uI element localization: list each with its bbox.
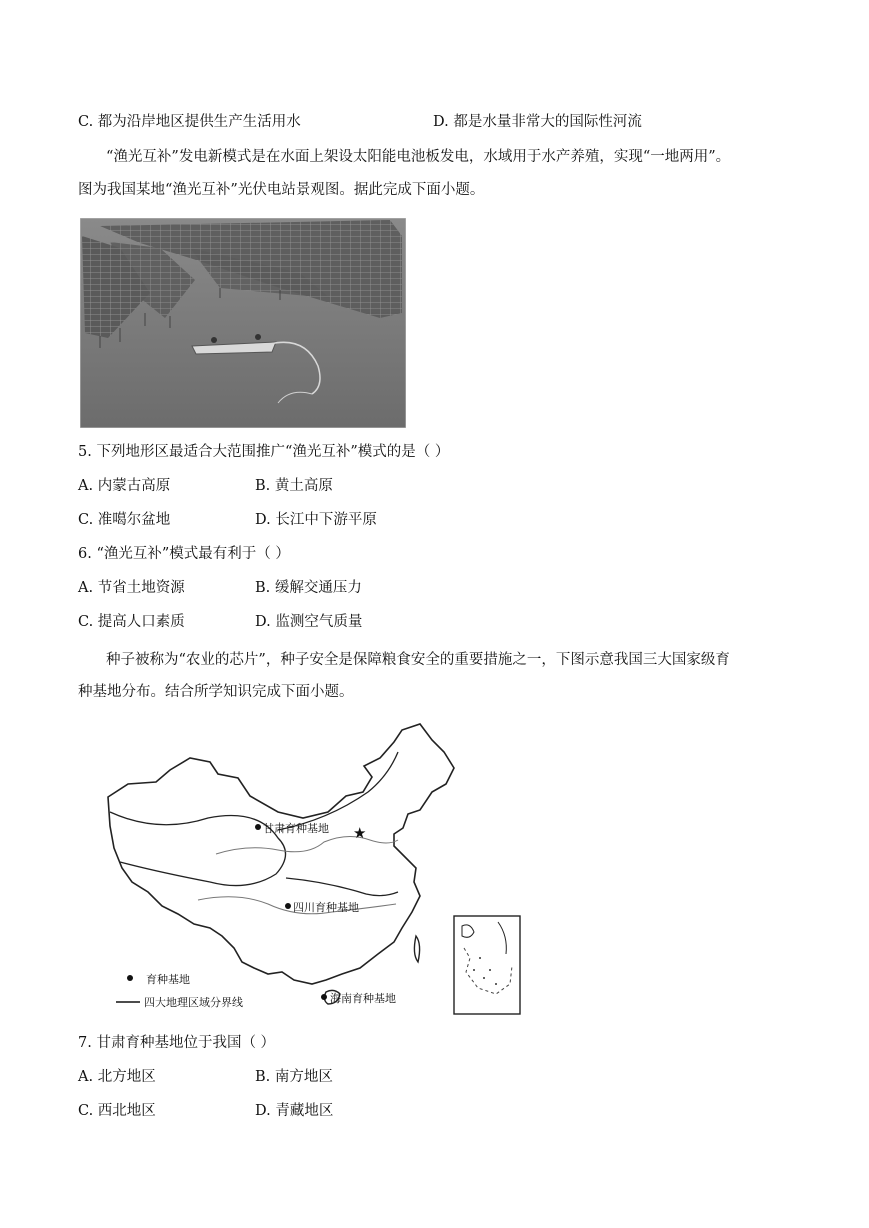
legend-boundary-label: 四大地理区域分界线 <box>144 996 243 1009</box>
boundary-northwest <box>110 812 286 886</box>
hainan-base-marker <box>321 994 327 1000</box>
q6-option-b: B. 缓解交通压力 <box>255 580 362 596</box>
q6-option-d: D. 监测空气质量 <box>255 614 363 630</box>
passage2-line2: 种基地分布。结合所学知识完成下面小题。 <box>78 684 354 700</box>
q4-option-d: D. 都是水量非常大的国际性河流 <box>433 114 642 130</box>
south-china-sea-inset <box>454 916 520 1014</box>
legend-base-marker <box>127 975 133 981</box>
boundary-south <box>286 878 398 896</box>
boundary-north <box>278 752 398 830</box>
q5-stem: 5. 下列地形区最适合大范围推广“渔光互补”模式的是（ ） <box>78 444 450 460</box>
q6-stem: 6. “渔光互补”模式最有利于（ ） <box>78 546 290 562</box>
q7-option-c: C. 西北地区 <box>78 1103 156 1119</box>
passage2-line1: 种子被称为“农业的芯片”，种子安全是保障粮食安全的重要措施之一，下图示意我国三大国家级育 <box>106 652 730 668</box>
china-breeding-base-map <box>98 722 564 1024</box>
q7-option-b: B. 南方地区 <box>255 1069 333 1085</box>
china-outline <box>108 724 454 984</box>
capital-star-icon: ★ <box>353 824 367 842</box>
taiwan-island <box>414 936 419 962</box>
fishery-solar-photo <box>80 218 406 428</box>
q7-stem: 7. 甘肃育种基地位于我国（ ） <box>78 1035 276 1051</box>
q7-option-a: A. 北方地区 <box>78 1069 156 1085</box>
q5-option-d: D. 长江中下游平原 <box>255 512 377 528</box>
q5-option-c: C. 准噶尔盆地 <box>78 512 171 528</box>
sichuan-base-label: 四川育种基地 <box>293 901 359 914</box>
q5-option-a: A. 内蒙古高原 <box>78 478 171 494</box>
q4-option-c: C. 都为沿岸地区提供生产生活用水 <box>78 114 301 130</box>
q5-option-b: B. 黄土高原 <box>255 478 333 494</box>
q6-option-a: A. 节省土地资源 <box>78 580 185 596</box>
legend-base-label: 育种基地 <box>146 973 190 986</box>
q7-option-d: D. 青藏地区 <box>255 1103 334 1119</box>
passage1-line1: “渔光互补”发电新模式是在水面上架设太阳能电池板发电，水域用于水产养殖，实现“一地两用”。 <box>106 149 731 165</box>
q6-option-c: C. 提高人口素质 <box>78 614 185 630</box>
hainan-base-label: 海南育种基地 <box>330 992 396 1005</box>
gansu-base-marker <box>255 824 261 830</box>
passage1-line2: 图为我国某地“渔光互补”光伏电站景观图。据此完成下面小题。 <box>78 182 485 198</box>
yellow-river <box>216 836 398 854</box>
gansu-base-label: 甘肃育种基地 <box>263 822 329 835</box>
sichuan-base-marker <box>285 903 291 909</box>
